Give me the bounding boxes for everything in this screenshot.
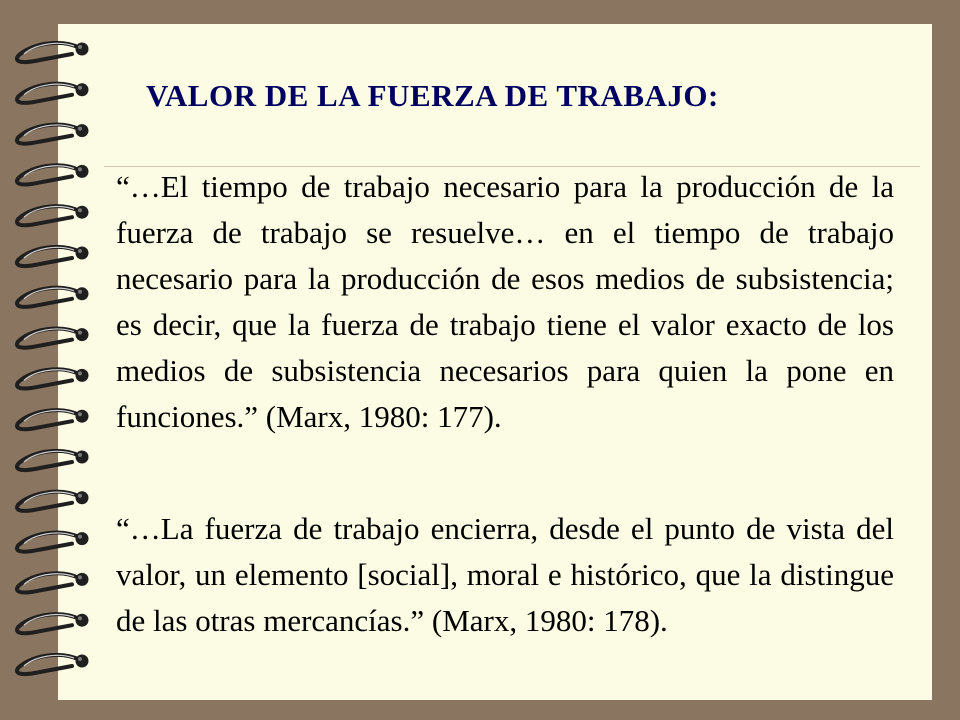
spiral-ring xyxy=(17,491,89,511)
spiral-ring xyxy=(17,573,89,593)
quote-paragraph-1: “…El tiempo de trabajo necesario para la producción de la fuerza de trabajo se resuelve… en el tiempo de trabajo necesario para la producción de esos medios de subsistencia; es decir, que la fuerza de trabajo tiene el valor exacto de los medios de subsistencia necesarios para quien la pone en funciones.” (Marx, 1980: 177). xyxy=(116,169,894,434)
spiral-ring xyxy=(17,124,89,144)
spiral-ring xyxy=(17,287,89,307)
spiral-ring xyxy=(17,532,89,552)
spiral-ring xyxy=(17,410,89,430)
spiral-ring xyxy=(17,369,89,389)
spiral-ring xyxy=(17,43,89,63)
quote-paragraph-2: “…La fuerza de trabajo encierra, desde el punto de vista del valor, un elemento [social], moral e histórico, que la distingue de las otras mercancías.” (Marx, 1980: 178). xyxy=(116,511,894,638)
spiral-ring xyxy=(17,165,89,185)
spiral-ring xyxy=(17,83,89,103)
spiral-ring xyxy=(17,206,89,226)
spiral-ring xyxy=(17,451,89,471)
spiral-binding xyxy=(0,0,110,720)
spiral-ring xyxy=(17,328,89,348)
spiral-ring xyxy=(17,655,89,675)
spiral-ring xyxy=(17,614,89,634)
spiral-ring xyxy=(17,247,89,267)
slide-title: VALOR DE LA FUERZA DE TRABAJO: xyxy=(146,78,719,113)
